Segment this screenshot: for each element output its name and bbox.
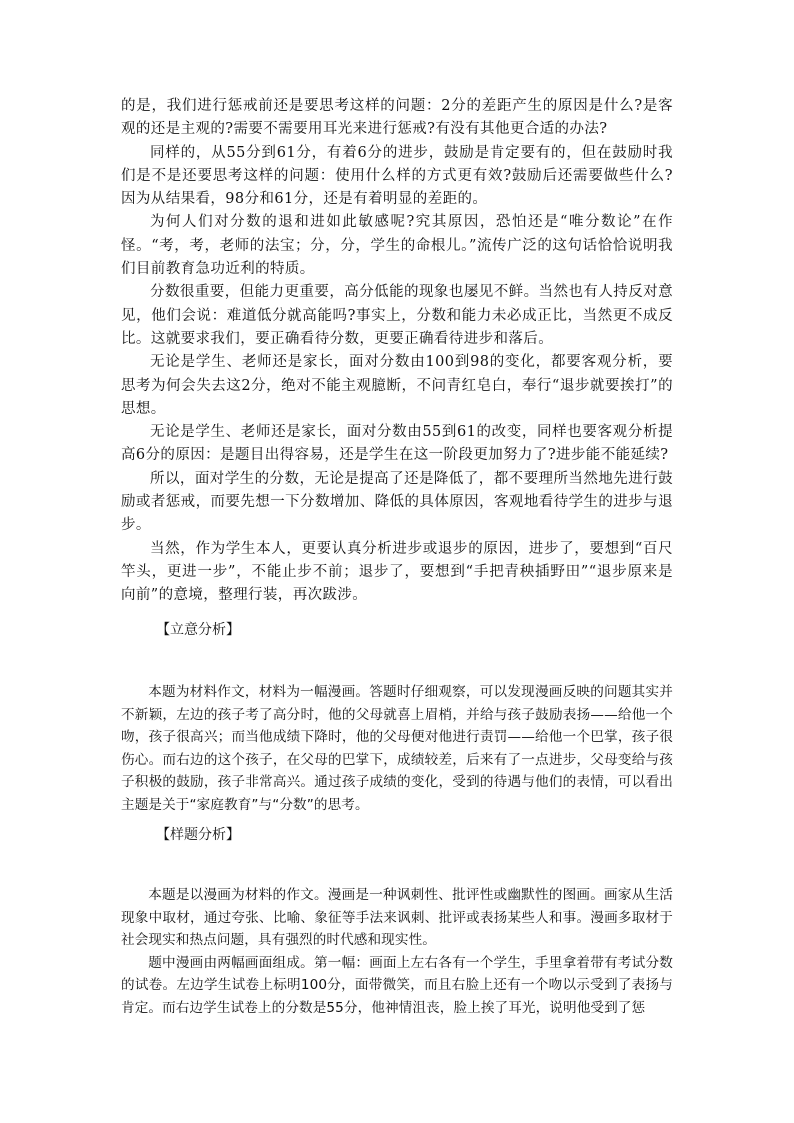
yangti-paragraph: 本题是以漫画为材料的作文。漫画是一种讽刺性、批评性或幽默性的图画。画家从生活现象中取材，通过夸张、比喻、象征等手法来讽刺、批评或表扬某些人和事。漫画多取材于社会现实和热点问题，具有强烈的时代感和现实性。	[121, 887, 673, 948]
lizhi-section	[121, 681, 673, 816]
essay-paragraph: 无论是学生、老师还是家长，面对分数由55到61的改变，同样也要客观分析提高6分的原因：是题目出得容易，还是学生在这一阶段更加努力了?进步能不能延续?	[121, 424, 673, 464]
essay-paragraph: 分数很重要，但能力更重要，高分低能的现象也屡见不鲜。当然也有人持反对意见，他们会说：难道低分就高能吗?事实上，分数和能力未必成正比，当然更不成反比。这就要求我们，要正确看待分数，更要正确看待进步和落后。	[121, 284, 673, 347]
essay-paragraph: 的是，我们进行惩戒前还是要思考这样的问题：2分的差距产生的原因是什么?是客观的还是主观的?需要不需要用耳光来进行惩戒?有没有其他更合适的办法?	[121, 98, 673, 138]
essay-paragraph: 为何人们对分数的退和进如此敏感呢?究其原因，恐怕还是“唯分数论”在作怪。“考，考，老师的法宝；分，分，学生的命根儿。”流传广泛的这句话恰恰说明我们目前教育急功近利的特质。	[121, 214, 673, 278]
essay-paragraph: 同样的，从55分到61分，有着6分的进步，鼓励是肯定要有的，但在鼓励时我们是不是还要思考这样的问题：使用什么样的方式更有效?鼓励后还需要做些什么?因为从结果看，98分和61分，还是有着明显的差距的。	[121, 144, 673, 208]
essay-paragraph: 当然，作为学生本人，更要认真分析进步或退步的原因，进步了，要想到“百尺竿头，更进一步”，不能止步不前；退步了，要想到“手把青秧插野田”“退步原来是向前”的意境，整理行装，再次跋涉。	[121, 540, 673, 604]
yangti-section	[121, 884, 673, 1019]
section-heading-yangti: 【样题分析】	[156, 827, 240, 843]
yangti-paragraph: 题中漫画由两幅画面组成。第一幅：画面上左右各有一个学生，手里拿着带有考试分数的试卷。左边学生试卷上标明100分，面带微笑，而且右脸上还有一个吻以示受到了表扬与肯定。而右边学生试卷上的分数是55分，他神情沮丧，脸上挨了耳光，说明他受到了惩	[121, 954, 673, 1016]
essay-paragraph: 无论是学生、老师还是家长，面对分数由100到98的变化，都要客观分析，要思考为何会失去这2分，绝对不能主观臆断，不问青红皂白，奉行“退步就要挨打”的思想。	[121, 354, 673, 417]
section-heading-lizhi: 【立意分析】	[156, 622, 240, 638]
lizhi-paragraph: 本题为材料作文，材料为一幅漫画。答题时仔细观察，可以发现漫画反映的问题其实并不新颖，左边的孩子考了高分时，他的父母就喜上眉梢，并给与孩子鼓励表扬——给他一个吻，孩子很高兴；而当他成绩下降时，他的父母便对他进行责罚——给他一个巴掌，孩子很伤心。而右边的这个孩子，在父母的巴掌下，成绩较差，后来有了一点进步，父母变给与孩子积极的鼓励，孩子非常高兴。通过孩子成绩的变化，受到的待遇与他们的表情，可以看出主题是关于“家庭教育”与“分数”的思考。	[121, 684, 673, 813]
essay-section	[121, 95, 673, 608]
essay-paragraph: 所以，面对学生的分数，无论是提高了还是降低了，都不要理所当然地先进行鼓励或者惩戒，而要先想一下分数增加、降低的具体原因，客观地看待学生的进步与退步。	[121, 470, 673, 534]
